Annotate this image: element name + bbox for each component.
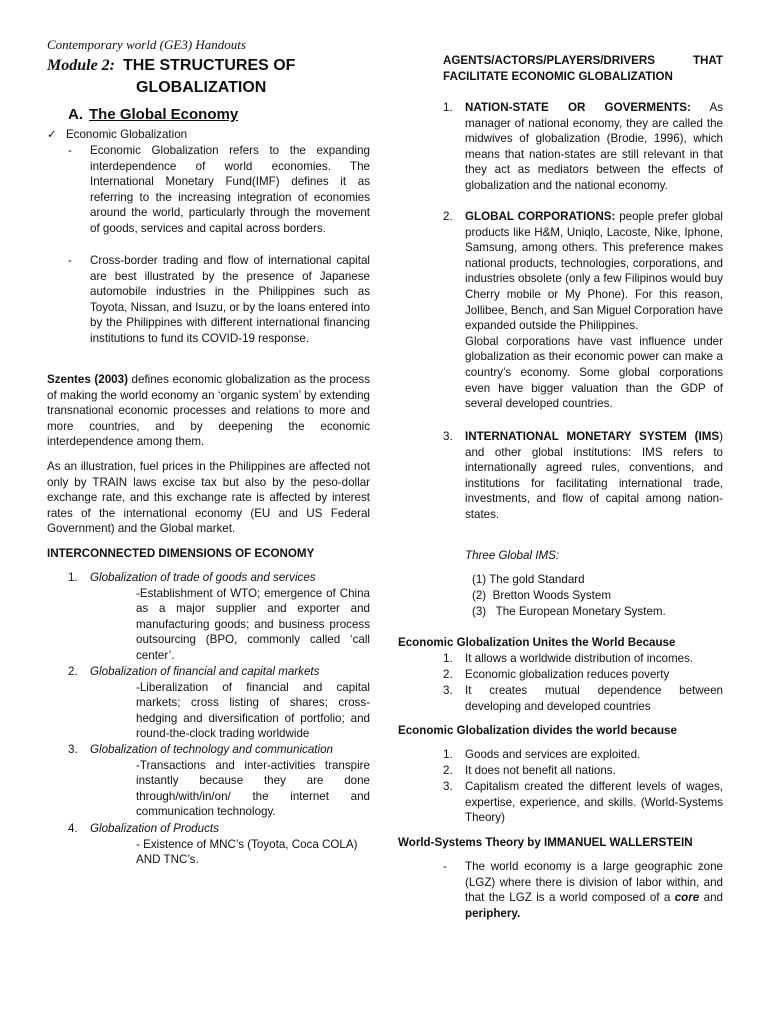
divides-item: 3. Capitalism created the different levels of wages, expertise, experience, and skills. (World-Systems Theory) xyxy=(443,780,723,825)
section-a-letter: A. xyxy=(68,106,83,123)
check-item-label: Economic Globalization xyxy=(65,128,188,141)
check-item xyxy=(47,127,187,143)
unites-item: 3. It creates mutual dependence between developing and developed countries xyxy=(443,684,723,713)
interconnected-item: 1. Globalization of trade of goods and services -Establishment of WTO; emergence of China as a major supplier and exporter and manufacturing goods; and business process outsourcing (BPO, commonly called ‘call center’. xyxy=(68,571,370,662)
ims-item: (2) Bretton Woods System xyxy=(472,589,611,602)
three-ims-title: Three Global IMS: xyxy=(465,549,560,562)
agents-heading-line1: AGENTS/ACTORS/PLAYERS/DRIVERS THAT xyxy=(443,54,723,67)
section-a-heading xyxy=(68,107,238,123)
agents-item: 2. GLOBAL CORPORATIONS: people prefer global products like H&M, Uniqlo, Lacoste, Nike, Iphone, Samsung, among others. This preference makes national products, technologies, corporations, and industries obsolete (only a few Filipinos would buy Cherry mobile or My Phone). For this reason, Jollibee, Bench, and San Miguel Corporation have expanded outside the Philippines. Global corporations have vast influence under globalization as their economic power can make a country’s economy. Some global corporations even have bigger valuation than the GDP of several developed countries. xyxy=(443,210,723,411)
szentes-paragraph: Szentes (2003) defines economic globalization as the process of making the world economy an ‘organic system’ by extending transnational economic processes and relations to more and more countries, and by deepening the economic interdependence among them. xyxy=(47,373,370,449)
dash-icon: - xyxy=(68,254,72,267)
wst-paragraph: - The world economy is a large geographic zone (LGZ) where there is division of labor within, and that the LGZ is a world composed of a core and periphery. xyxy=(443,860,723,920)
dash-icon: - xyxy=(443,860,447,873)
illustration-paragraph: As an illustration, fuel prices in the Philippines are affected not only by TRAIN laws excise tax but also by the peso-dollar exchange rate, and this exchange rate is affected by interest rates of the international economy (EU and US Federal Government) and the Global market. xyxy=(47,460,370,536)
ims-item: (1) The gold Standard xyxy=(472,573,585,586)
interconnected-item: 2. Globalization of financial and capital markets -Liberalization of financial and capital markets; cross listing of shares; cross-hedging and diversification of portfolio; and round-the-clock trading worldwide xyxy=(68,665,370,741)
agents-item: 3. INTERNATIONAL MONETARY SYSTEM (IMS) and other global institutions: IMS refers to internationally agreed rules, conventions, and institutions for facilitating international trade, investments, and flow of capital among nation-states. xyxy=(443,430,723,521)
ims-item: (3) The European Monetary System. xyxy=(472,605,666,618)
checkmark-icon: ✓ xyxy=(47,128,57,141)
interconnected-heading: INTERCONNECTED DIMENSIONS OF ECONOMY xyxy=(47,547,315,560)
unites-heading: Economic Globalization Unites the World Because xyxy=(398,636,676,649)
module-title-line1: THE STRUCTURES OF xyxy=(123,57,296,74)
unites-item: 1. It allows a worldwide distribution of incomes. xyxy=(443,652,694,665)
interconnected-item: 3. Globalization of technology and communication -Transactions and inter-activities transpire instantly because they are done through/with/in/on/ the internet and communication technology. xyxy=(68,743,370,819)
agents-heading-line2: FACILITATE ECONOMIC GLOBALIZATION xyxy=(443,70,673,83)
divides-heading: Economic Globalization divides the world because xyxy=(398,724,677,737)
wst-heading: World-Systems Theory by IMMANUEL WALLERSTEIN xyxy=(398,836,693,849)
handout-header: Contemporary world (GE3) Handouts xyxy=(47,37,246,52)
dash-paragraph-1: - Economic Globalization refers to the expanding interdependence of world economies. The International Monetary Fund(IMF) defines it as referring to the increasing integration of economies around the world, particularly through the movement of goods, services and capital across borders. xyxy=(68,144,370,235)
dash-paragraph-2: - Cross-border trading and flow of international capital are best illustrated by the presence of Japanese automobile industries in the Philippines such as Toyota, Nissan, and Isuzu, or by the loans entered into by the Philippines with different international financing institutions to fund its COVID-19 response. xyxy=(68,254,370,345)
dash-icon: - xyxy=(68,144,72,157)
module-title xyxy=(47,55,295,77)
divides-item: 1. Goods and services are exploited. xyxy=(443,748,641,761)
section-a-title: The Global Economy xyxy=(89,106,239,123)
module-title-line2: GLOBALIZATION xyxy=(136,79,267,96)
module-label: Module 2: xyxy=(47,57,115,74)
interconnected-item: 4. Globalization of Products - Existence of MNC’s (Toyota, Coca COLA) AND TNC’s. xyxy=(68,822,358,867)
unites-item: 2. Economic globalization reduces poverty xyxy=(443,668,670,681)
divides-item: 2. It does not benefit all nations. xyxy=(443,764,616,777)
agents-item: 1. NATION-STATE OR GOVERMENTS: As manager of national economy, they are called the midwives of globalization (Brodie, 1996), which means that nation-states are still relevant in that they act as mediators between the effects of globalization and the national economy. xyxy=(443,101,723,192)
